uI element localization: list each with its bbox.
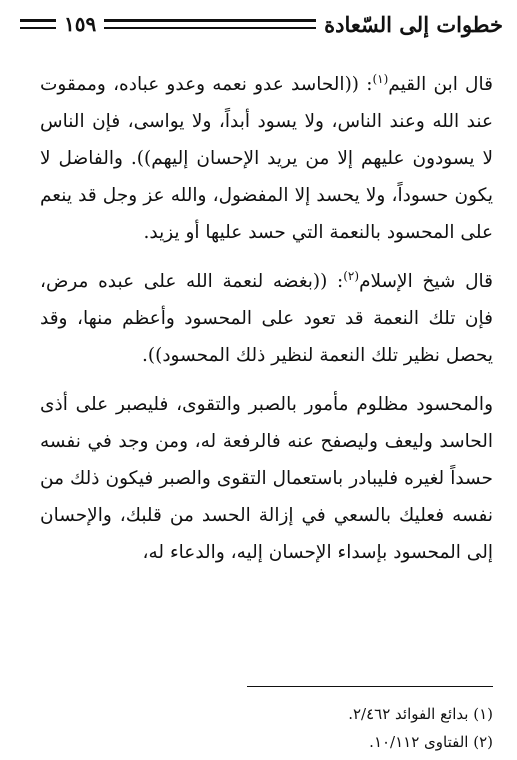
footnote-marker: (٢) [343, 268, 360, 283]
footnote-1: (١) بدائع الفوائد ٢/٤٦٢. [348, 705, 493, 723]
paragraph-text: والمحسود مظلوم مأمور بالصبر والتقوى، فليصبر على أذى الحاسد وليعف وليصفح عنه فالرفعة له، ومن وجد في نفسه حسداً لغيره فليبادر باستعمال التقوى والصبر فيكون ذلك من نفسه فعليك بالسعي في إزالة الحسد من قلبك، والإحسان إلى المحسود بإسداء الإحسان إليه، والدعاء له، [40, 394, 493, 563]
header-rule-long [104, 19, 316, 29]
paragraph-mahsud [40, 386, 493, 571]
page-body [40, 66, 493, 583]
footnote-marker: (١) [372, 71, 389, 86]
book-title: خطوات إلى السّعادة [324, 11, 503, 37]
paragraph-prefix: قال ابن القيم [388, 74, 493, 95]
page-header [20, 4, 503, 44]
page-number: ١٥٩ [64, 12, 97, 36]
footnote-2: (٢) الفتاوى ١٠/١١٢. [369, 733, 493, 751]
paragraph-shaykh-alislam [40, 263, 493, 374]
paragraph-text: : ((الحاسد عدو نعمه وعدو عباده، وممقوت عند الله وعند الناس، ولا يسود أبداً، ولا يواسى، فإن الناس لا يسودون عليهم إلا من يريد الإحسان إليهم)). والفاضل لا يكون حسوداً، ولا يحسد إلا المفضول، والله عز وجل قد ينعم على المحسود بالنعمة التي حسد عليها أو يزيد. [40, 74, 493, 243]
header-rule-short [20, 19, 56, 29]
footnotes [40, 700, 493, 756]
paragraph-text: : ((بغضه لنعمة الله على عبده مرض، فإن تلك النعمة قد تعود على المحسود وأعظم منها، وقد يحصل نظير تلك النعمة لنظير ذلك المحسود)). [40, 271, 493, 366]
paragraph-ibn-alqayyim [40, 66, 493, 251]
paragraph-prefix: قال شيخ الإسلام [359, 271, 493, 292]
footnote-separator [247, 686, 493, 687]
